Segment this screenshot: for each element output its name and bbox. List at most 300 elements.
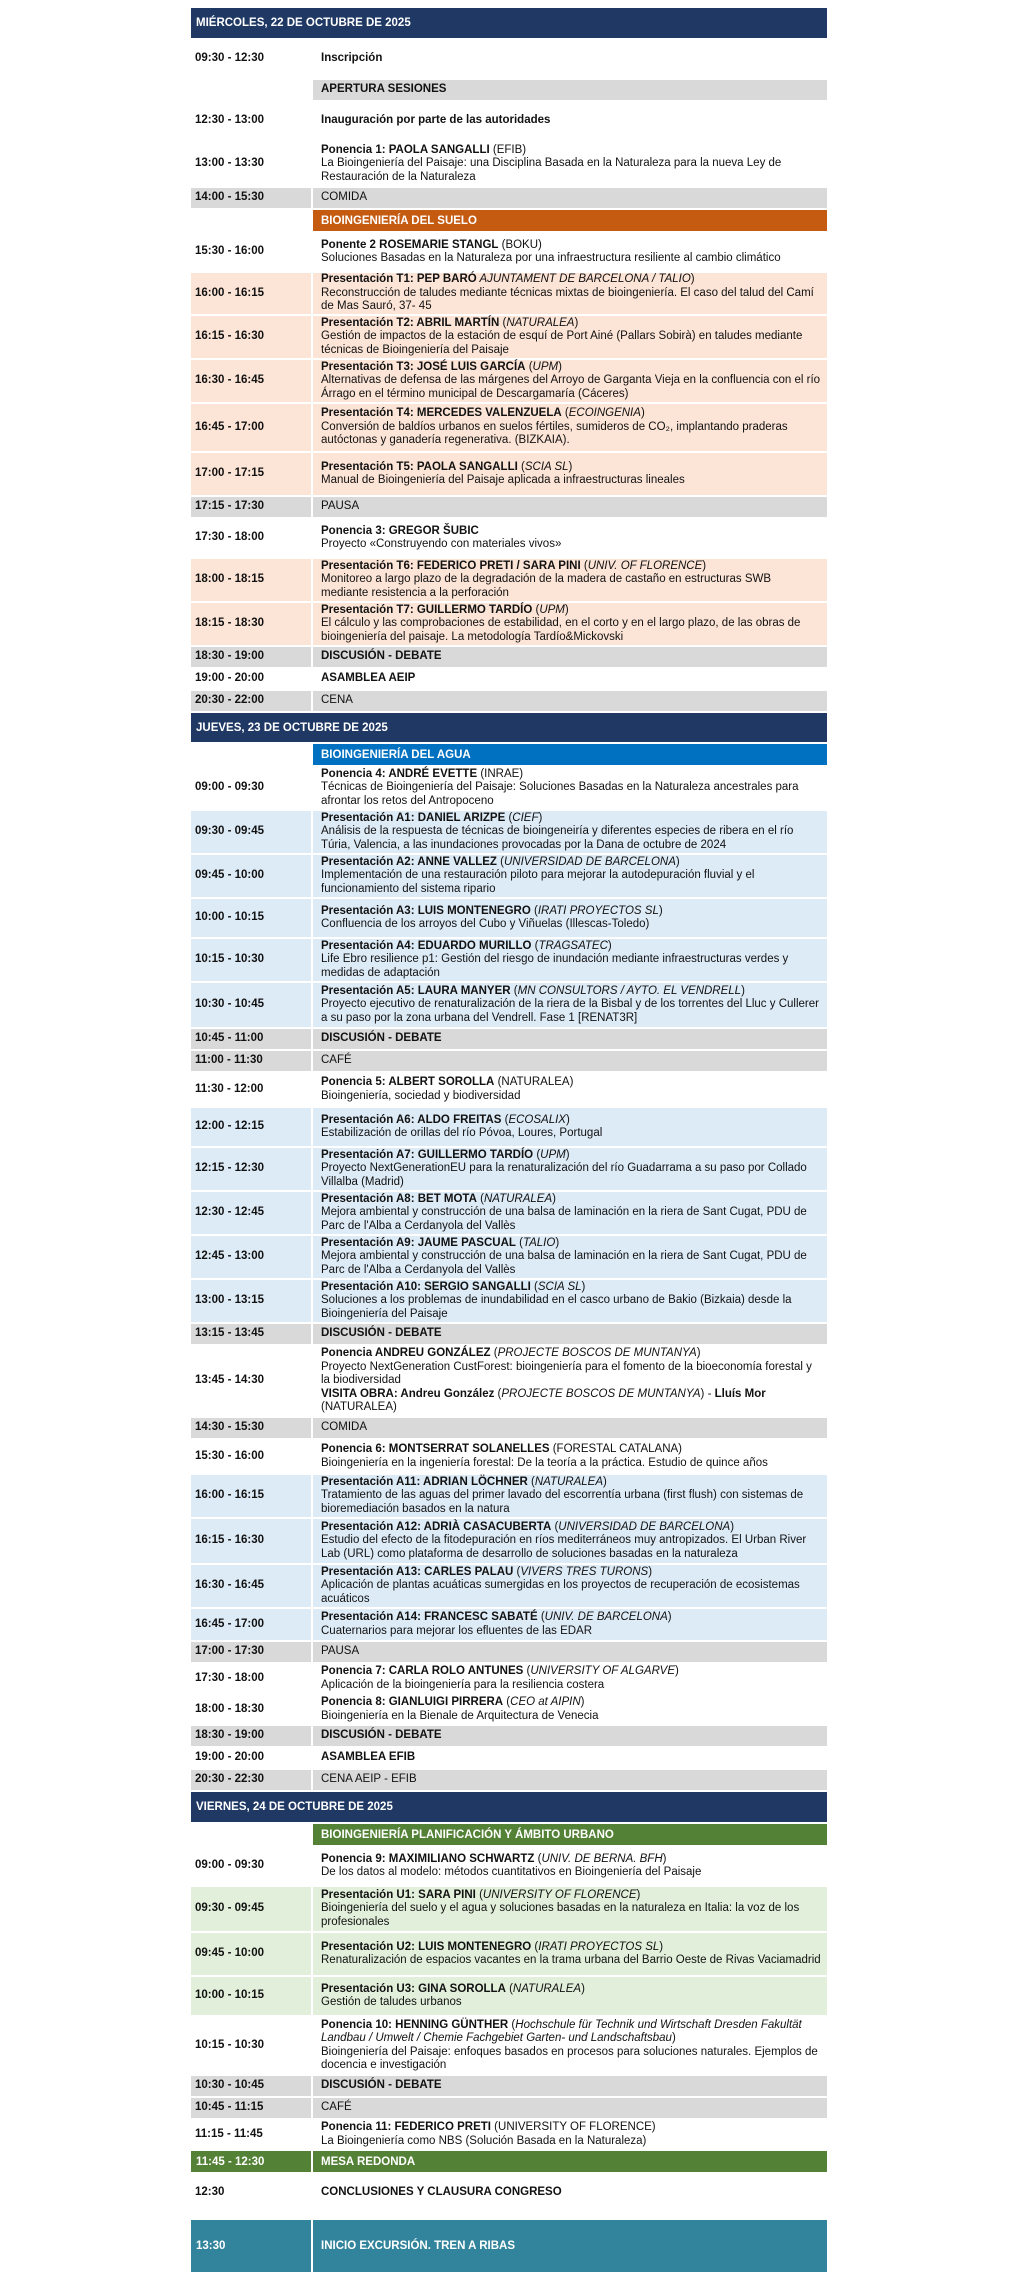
- session-text-part: Presentación A4: EDUARDO MURILLO: [321, 939, 532, 952]
- session-line: Bioingeniería en la Bienale de Arquitectura de Venecia: [321, 1709, 599, 1722]
- session-row: [191, 983, 827, 1027]
- session-row: [191, 1029, 827, 1049]
- session-line: [321, 1983, 821, 1997]
- session-row: [191, 1051, 827, 1071]
- session-line: Gestión de taludes urbanos: [321, 1996, 462, 2008]
- section-header: [191, 2151, 827, 2172]
- session-text-part: PROJECTE BOSCOS DE MUNTANYA: [501, 1387, 701, 1400]
- session-text-part: UNIVERSITY OF ALGARVE: [530, 1665, 676, 1677]
- session-row: [191, 453, 827, 495]
- session-text-part: (BOKU): [498, 238, 542, 251]
- session-text-part: (: [494, 1387, 502, 1400]
- session-text-part: (: [510, 984, 518, 997]
- session-text-part: Presentación A9: JAUME PASCUAL: [321, 1236, 516, 1249]
- session-line: [321, 856, 821, 870]
- session-text-part: (NATURALEA): [494, 1076, 574, 1088]
- day-header: VIERNES, 24 DE OCTUBRE DE 2025: [191, 1792, 827, 1822]
- session-text-part: SCIA SL: [537, 1280, 582, 1293]
- session-content: [311, 102, 827, 140]
- session-line: [321, 940, 821, 954]
- session-content: [311, 360, 827, 402]
- session-line: Aplicación de la bioingeniería para la resiliencia costera: [321, 1678, 605, 1691]
- session-line: [321, 407, 821, 421]
- session-text-part: (: [515, 1236, 523, 1249]
- session-line: PAUSA: [321, 500, 360, 513]
- session-time: 10:00 - 10:15: [191, 899, 311, 937]
- session-line: COMIDA: [321, 1421, 367, 1434]
- session-line: ASAMBLEA AEIP: [321, 672, 416, 685]
- session-line: DISCUSIÓN - DEBATE: [321, 2079, 442, 2092]
- session-content: [311, 1695, 827, 1724]
- session-content: [311, 1726, 827, 1746]
- session-text-part: Ponencia 11: FEDERICO PRETI: [321, 2121, 491, 2133]
- session-text-part: Presentación A8: BET MOTA: [321, 1192, 477, 1205]
- session-text-part: (: [508, 2018, 516, 2031]
- session-line: Aplicación de plantas acuáticas sumergidas en los proyectos de recuperación de ecosistemas acuáticos: [321, 1579, 800, 1605]
- session-row: [191, 1148, 827, 1190]
- session-text-part: UNIVERSIDAD DE BARCELONA: [558, 1520, 731, 1533]
- day-header: JUEVES, 23 DE OCTUBRE DE 2025: [191, 713, 827, 742]
- session-time: 11:15 - 11:45: [191, 2120, 311, 2149]
- session-text-part: Hochschule für Technik und Wirtschaft Dresden Fakultät Landbau / Umwelt / Chemie Fachgebiet Garten- und Landschaftsbau: [321, 2018, 802, 2044]
- session-line: El cálculo y las comprobaciones de estabilidad, en el corto y en el largo plazo, de las obras de bioingeniería del paisaje. La metodología Tardío&Mickovski: [321, 617, 801, 643]
- session-time: 18:30 - 19:00: [191, 647, 311, 667]
- session-row: [191, 603, 827, 645]
- session-row: [191, 1770, 827, 1790]
- section-time: 11:45 - 12:30: [191, 2151, 311, 2172]
- session-row: [191, 1192, 827, 1234]
- session-text-part: (: [496, 855, 504, 868]
- session-content: [311, 2017, 827, 2074]
- session-line: Confluencia de los arroyos del Cubo y Viñuelas (Illescas-Toledo): [321, 918, 650, 930]
- session-line: [321, 768, 821, 782]
- session-text-part: ) -: [700, 1387, 715, 1400]
- session-line: Análisis de la respuesta de técnicas de bioingeneiría y diferentes especies de ribera en el río Túria, Valencia, a las inundaciones provocadas por la Dana de octubre de 2024: [321, 825, 794, 851]
- session-line: [321, 461, 821, 475]
- session-text-part: ): [565, 1148, 570, 1161]
- session-line: CENA AEIP - EFIB: [321, 1773, 417, 1786]
- section-header: [191, 1824, 827, 1845]
- session-time: 16:30 - 16:45: [191, 360, 311, 402]
- session-row: [191, 273, 827, 314]
- session-time: 15:30 - 16:00: [191, 1440, 311, 1473]
- session-row: [191, 233, 827, 271]
- session-text-part: Presentación U1: SARA PINI: [321, 1888, 476, 1901]
- session-time: 15:30 - 16:00: [191, 233, 311, 271]
- session-content: [311, 559, 827, 601]
- session-row: [191, 1475, 827, 1517]
- session-line: [321, 1611, 821, 1625]
- session-content: [311, 1440, 827, 1473]
- session-time: 16:15 - 16:30: [191, 316, 311, 358]
- session-text-part: (: [561, 407, 569, 420]
- session-line: DISCUSIÓN - DEBATE: [321, 650, 442, 663]
- session-content: [311, 404, 827, 451]
- session-text-part: (: [530, 1280, 538, 1293]
- session-text-part: (: [527, 1475, 535, 1488]
- session-text-part: (: [475, 1888, 483, 1901]
- session-text-part: (: [525, 360, 533, 373]
- session-text-part: ): [671, 2032, 676, 2044]
- session-text-part: (: [517, 460, 525, 473]
- session-row: [191, 1108, 827, 1146]
- session-text-part: CEO at AIPIN: [510, 1696, 581, 1708]
- session-text-part: NATURALEA: [483, 1192, 553, 1205]
- day-header: MIÉRCOLES, 22 DE OCTUBRE DE 2025: [191, 8, 827, 38]
- session-time: 19:00 - 20:00: [191, 1748, 311, 1768]
- session-text-part: ): [568, 460, 573, 473]
- session-content: [311, 273, 827, 314]
- session-line: Bioingeniería del suelo y el agua y soluciones basadas en la naturaleza en Italia: la voz de los profesionales: [321, 1902, 800, 1928]
- session-text-part: (UNIVERSITY OF FLORENCE): [490, 2121, 656, 2133]
- session-content: [311, 1148, 827, 1190]
- session-time: 17:15 - 17:30: [191, 497, 311, 517]
- session-text-part: Ponente 2 ROSEMARIE STANGL: [321, 238, 499, 251]
- session-text-part: Presentación T2: ABRIL MARTÍN: [321, 316, 500, 329]
- session-row: [191, 899, 827, 937]
- session-row: [191, 559, 827, 601]
- session-time: 11:00 - 11:30: [191, 1051, 311, 1071]
- session-text-part: (: [580, 559, 588, 572]
- session-text-part: TRAGSATEC: [538, 939, 608, 952]
- session-text-part: MN CONSULTORS / AYTO. EL VENDRELL: [517, 984, 742, 997]
- session-content: [311, 519, 827, 557]
- session-time: 11:30 - 12:00: [191, 1073, 311, 1106]
- session-line: Conversión de baldíos urbanos en suelos fértiles, sumideros de CO₂, implantando praderas autóctonas y ganadería regenerativa. (BIZKAIA).: [321, 420, 788, 447]
- session-content: [311, 767, 827, 809]
- session-line: Ponencia 3: GREGOR ŠUBIC: [321, 524, 479, 537]
- session-time: 17:00 - 17:30: [191, 1642, 311, 1662]
- session-row: [191, 1280, 827, 1322]
- session-text-part: Ponencia 7: CARLA ROLO ANTUNES: [321, 1665, 524, 1677]
- session-line: CAFÉ: [321, 1054, 352, 1067]
- session-line: [321, 812, 821, 826]
- session-text-part: Presentación A13: CARLES PALAU: [321, 1565, 514, 1578]
- session-row: [191, 811, 827, 853]
- session-time: 10:15 - 10:30: [191, 939, 311, 981]
- session-row: [191, 1519, 827, 1563]
- session-text-part: (: [505, 811, 513, 824]
- session-content: [311, 691, 827, 711]
- session-line: [321, 1889, 821, 1903]
- session-text-part: CIEF: [512, 811, 539, 824]
- session-time: 10:30 - 10:45: [191, 983, 311, 1027]
- session-time: 13:00 - 13:30: [191, 142, 311, 186]
- session-content: [311, 1642, 827, 1662]
- session-row: [191, 80, 827, 100]
- session-time: 14:00 - 15:30: [191, 188, 311, 208]
- session-line: [321, 317, 821, 331]
- session-line: [321, 1347, 821, 1361]
- session-time: 09:30 - 09:45: [191, 811, 311, 853]
- session-content: [311, 2120, 827, 2149]
- session-text-part: ): [741, 984, 745, 997]
- session-text-part: ): [581, 1982, 585, 1995]
- session-text-part: (: [534, 1852, 542, 1865]
- session-line: Cuaternarios para mejorar los efluentes de las EDAR: [321, 1624, 593, 1637]
- session-line: [321, 905, 821, 919]
- session-time: 12:45 - 13:00: [191, 1236, 311, 1278]
- session-row: [191, 40, 827, 78]
- session-line: Reconstrucción de taludes mediante técnicas mixtas de bioingeniería. El caso del talud del Camí de Mas Sauró, 37- 45: [321, 286, 814, 313]
- session-text-part: VISITA OBRA: Andreu González: [321, 1387, 495, 1400]
- session-time: 20:30 - 22:30: [191, 1770, 311, 1790]
- session-line: [321, 273, 821, 287]
- session-line: [321, 1193, 821, 1207]
- session-content: [311, 811, 827, 853]
- session-line: [321, 144, 821, 158]
- session-text-part: ): [675, 855, 680, 868]
- session-line: Soluciones Basadas en la Naturaleza por una infraestructura resiliente al cambio climático: [321, 252, 781, 264]
- excursion-row: [191, 2220, 827, 2272]
- session-content: [311, 1565, 827, 1607]
- session-row: [191, 142, 827, 186]
- session-text-part: (: [533, 1148, 541, 1161]
- session-content: [311, 603, 827, 645]
- session-text-part: UPM: [532, 360, 559, 373]
- session-text-part: (: [476, 1192, 484, 1205]
- section-header: [191, 210, 827, 231]
- session-time: 16:45 - 17:00: [191, 404, 311, 451]
- session-text-part: UNIV. OF FLORENCE: [587, 559, 703, 572]
- session-time: 13:45 - 14:30: [191, 1346, 311, 1416]
- session-content: [311, 983, 827, 1027]
- session-row: [191, 2120, 827, 2149]
- session-row: [191, 316, 827, 358]
- session-text-part: IRATI PROYECTOS SL: [537, 904, 659, 917]
- session-time: 19:00 - 20:00: [191, 669, 311, 689]
- session-text-part: UPM: [539, 603, 565, 616]
- session-text-part: (: [523, 1665, 531, 1677]
- session-row: [191, 1748, 827, 1768]
- section-title: MESA REDONDA: [311, 2151, 827, 2172]
- session-text-part: Presentación U2: LUIS MONTENEGRO: [321, 1940, 532, 1953]
- session-time: 10:30 - 10:45: [191, 2076, 311, 2096]
- session-content: [311, 1108, 827, 1146]
- session-row: [191, 691, 827, 711]
- session-text-part: ): [607, 939, 612, 952]
- session-row: [191, 647, 827, 667]
- session-text-part: Presentación A5: LAURA MANYER: [321, 984, 511, 997]
- session-time: 09:00 - 09:30: [191, 1847, 311, 1885]
- session-line: [321, 2121, 821, 2135]
- session-line: Gestión de impactos de la estación de esquí de Port Ainé (Pallars Sobirà) en taludes mediante técnicas de Bioingeniería del Paisaje: [321, 330, 803, 356]
- session-row: [191, 497, 827, 517]
- session-line: ASAMBLEA EFIB: [321, 1751, 416, 1764]
- session-content: [311, 647, 827, 667]
- session-line: Técnicas de Bioingeniería del Paisaje: Soluciones Basadas en la Naturaleza ancestrales para afrontar los retos del Antropoceno: [321, 781, 799, 807]
- session-time: 09:30 - 09:45: [191, 1887, 311, 1931]
- session-time: 09:00 - 09:30: [191, 767, 311, 809]
- session-time: 13:00 - 13:15: [191, 1280, 311, 1322]
- session-line: (NATURALEA): [321, 1401, 397, 1414]
- session-content: [311, 1609, 827, 1640]
- session-line: Inauguración por parte de las autoridades: [321, 114, 551, 127]
- session-text-part: (: [513, 1565, 521, 1578]
- session-text-part: UNIVERSITY OF FLORENCE: [482, 1888, 637, 1901]
- session-content: [311, 1770, 827, 1790]
- session-line: [321, 1388, 821, 1402]
- session-row: [191, 1847, 827, 1885]
- session-content: [311, 2076, 827, 2096]
- session-text-part: (: [530, 904, 538, 917]
- session-text-part: Ponencia 8: GIANLUIGI PIRRERA: [321, 1696, 504, 1708]
- session-row: [191, 2174, 827, 2212]
- session-row: [191, 1346, 827, 1416]
- session-text-part: Presentación T1: PEP BARÓ: [321, 273, 477, 286]
- session-text-part: ): [581, 1280, 586, 1293]
- session-time: 10:15 - 10:30: [191, 2017, 311, 2074]
- session-text-part: (: [537, 1611, 545, 1623]
- session-time: 12:30 - 12:45: [191, 1192, 311, 1234]
- session-text-part: ECOINGENIA: [568, 407, 641, 420]
- session-content: [311, 939, 827, 981]
- session-line: La Bioingeniería del Paisaje: una Disciplina Basada en la Naturaleza para la nueva Ley de Restauración de la Naturaleza: [321, 157, 782, 183]
- session-text-part: Presentación T3: JOSÉ LUIS GARCÍA: [321, 360, 526, 373]
- session-content: [311, 1977, 827, 2015]
- session-row: [191, 360, 827, 402]
- session-text-part: NATURALEA: [512, 1982, 582, 1995]
- session-content: [311, 80, 827, 100]
- session-line: DISCUSIÓN - DEBATE: [321, 1729, 442, 1742]
- session-text-part: ): [696, 1347, 701, 1360]
- session-row: [191, 1977, 827, 2015]
- session-time: 10:45 - 11:00: [191, 1029, 311, 1049]
- session-content: [311, 453, 827, 495]
- session-text-part: ): [730, 1520, 735, 1533]
- session-line: Mejora ambiental y construcción de una balsa de laminación en la riera de Sant Cugat, PDU de Parc de l'Alba a Cerdanyola del Vallès: [321, 1206, 807, 1232]
- session-line: Proyecto «Construyendo con materiales vivos»: [321, 538, 562, 550]
- session-text-part: Ponencia ANDREU GONZÁLEZ: [321, 1347, 491, 1360]
- session-line: De los datos al modelo: métodos cuantitativos en Bioingeniería del Paisaje: [321, 1866, 702, 1878]
- session-line: [321, 1566, 821, 1580]
- session-text-part: Lluís Mor: [714, 1387, 766, 1400]
- session-line: [321, 1114, 821, 1128]
- session-content: [311, 1847, 827, 1885]
- session-line: [321, 1941, 821, 1955]
- session-text-part: ): [648, 1565, 653, 1578]
- session-text-part: Ponencia 6: MONTSERRAT SOLANELLES: [321, 1443, 550, 1455]
- session-line: DISCUSIÓN - DEBATE: [321, 1327, 442, 1340]
- session-line: Alternativas de defensa de las márgenes del Arroyo de Garganta Vieja en la confluencia con el río Árrago en el término municipal de Descargamaría (Cáceres): [321, 374, 821, 400]
- session-row: [191, 767, 827, 809]
- session-line: Proyecto NextGeneration CustForest: bioingeniería para el fomento de la bioeconomía forestal y la biodiversidad: [321, 1360, 812, 1387]
- session-text-part: (: [505, 1982, 513, 1995]
- session-text-part: (EFIB): [489, 143, 527, 156]
- session-row: [191, 1440, 827, 1473]
- session-text-part: (: [503, 1696, 511, 1708]
- section-time: [191, 210, 311, 231]
- session-content: [311, 1236, 827, 1278]
- session-time: 16:00 - 16:15: [191, 1475, 311, 1517]
- session-line: [321, 361, 821, 375]
- session-text-part: ): [538, 811, 543, 824]
- session-text-part: SCIA SL: [524, 460, 569, 473]
- session-text-part: TALIO: [522, 1236, 556, 1249]
- session-line: DISCUSIÓN - DEBATE: [321, 1032, 442, 1045]
- session-time: 16:45 - 17:00: [191, 1609, 311, 1640]
- session-time: 10:00 - 10:15: [191, 1977, 311, 2015]
- section-time: [191, 744, 311, 765]
- session-content: [311, 1051, 827, 1071]
- programme-table: [191, 8, 827, 2274]
- session-content: [311, 1192, 827, 1234]
- session-line: Bioingeniería en la ingeniería forestal: De la teoría a la práctica. Estudio de quince años: [321, 1456, 768, 1469]
- session-text-part: (: [499, 316, 507, 329]
- session-line: CONCLUSIONES Y CLAUSURA CONGRESO: [321, 2186, 562, 2199]
- session-text-part: Presentación T4: MERCEDES VALENZUELA: [321, 407, 562, 420]
- session-text-part: ): [558, 360, 562, 373]
- session-content: [311, 1029, 827, 1049]
- session-row: [191, 1933, 827, 1975]
- excursion-title: INICIO EXCURSIÓN. TREN A RIBAS: [311, 2220, 827, 2272]
- session-line: Bioingeniería del Paisaje: enfoques basados en procesos para soluciones naturales. Ejemplos de docencia e investigación: [321, 2045, 818, 2071]
- session-text-part: Presentación U3: GINA SOROLLA: [321, 1982, 506, 1995]
- session-text-part: Presentación A7: GUILLERMO TARDÍO: [321, 1148, 534, 1161]
- session-line: APERTURA SESIONES: [321, 83, 447, 96]
- session-text-part: NATURALEA: [534, 1475, 604, 1488]
- session-row: [191, 1609, 827, 1640]
- session-row: [191, 1565, 827, 1607]
- session-text-part: UPM: [540, 1148, 566, 1161]
- session-time: 17:00 - 17:15: [191, 453, 311, 495]
- session-content: [311, 2174, 827, 2212]
- session-time: 12:30 - 13:00: [191, 102, 311, 140]
- session-row: [191, 669, 827, 689]
- session-time: 12:00 - 12:15: [191, 1108, 311, 1146]
- session-line: [321, 1696, 821, 1710]
- session-line: Estabilización de orillas del río Póvoa, Loures, Portugal: [321, 1127, 603, 1139]
- session-line: [321, 1853, 821, 1867]
- session-text-part: UNIV. DE BARCELONA: [544, 1611, 668, 1623]
- session-row: [191, 102, 827, 140]
- section-title: BIOINGENIERÍA DEL SUELO: [311, 210, 827, 231]
- session-content: [311, 1346, 827, 1416]
- session-text-part: ): [555, 1236, 560, 1249]
- session-row: [191, 188, 827, 208]
- session-text-part: Presentación A3: LUIS MONTENEGRO: [321, 904, 531, 917]
- session-content: [311, 316, 827, 358]
- session-content: [311, 1887, 827, 1931]
- session-text-part: Presentación T5: PAOLA SANGALLI: [321, 460, 518, 473]
- session-text-part: (: [490, 1347, 498, 1360]
- session-text-part: ): [659, 1940, 664, 1953]
- session-line: [321, 1443, 821, 1457]
- session-text-part: NATURALEA: [506, 316, 575, 329]
- session-text-part: Presentación A12: ADRIÀ CASACUBERTA: [321, 1520, 552, 1533]
- session-time: 18:00 - 18:30: [191, 1695, 311, 1724]
- session-line: Proyecto NextGenerationEU para la renaturalización del río Guadarrama a su paso por Collado Villalba (Madrid): [321, 1162, 807, 1188]
- session-line: [321, 2019, 821, 2046]
- session-content: [311, 1748, 827, 1768]
- session-text-part: Presentación A6: ALDO FREITAS: [321, 1113, 502, 1126]
- session-line: [321, 1076, 821, 1090]
- session-time: 12:30: [191, 2174, 311, 2212]
- session-content: [311, 1418, 827, 1438]
- session-text-part: UNIV. DE BERNA. BFH: [541, 1852, 663, 1865]
- session-row: [191, 1236, 827, 1278]
- session-text-part: Ponencia 10: HENNING GÜNTHER: [321, 2018, 509, 2031]
- session-line: Bioingeniería, sociedad y biodiversidad: [321, 1089, 521, 1102]
- session-time: 18:15 - 18:30: [191, 603, 311, 645]
- session-text-part: Presentación T6: FEDERICO PRETI / SARA PINI: [321, 559, 581, 572]
- session-text-part: Ponencia 4: ANDRÉ EVETTE: [321, 767, 478, 780]
- session-time: 16:15 - 16:30: [191, 1519, 311, 1563]
- session-line: Tratamiento de las aguas del primer lavado del escorrentía urbana (first flush) con sistemas de bioremediación basados en la natura: [321, 1489, 804, 1515]
- session-text-part: (: [531, 939, 539, 952]
- session-text-part: (INRAE): [477, 767, 524, 780]
- session-text-part: ): [552, 1192, 556, 1205]
